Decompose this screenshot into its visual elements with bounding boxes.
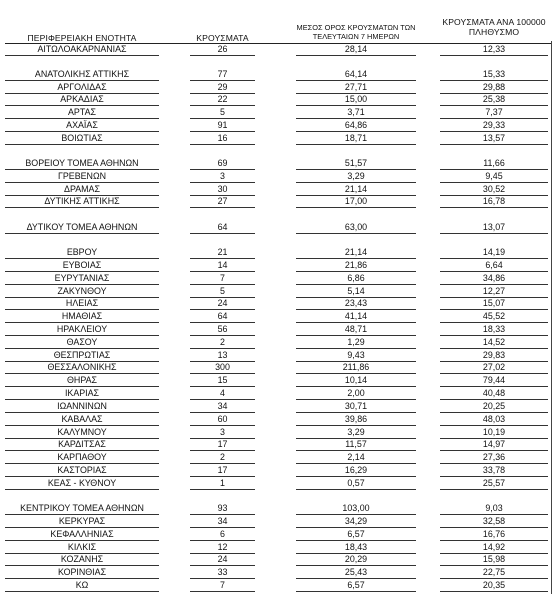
- cases-cell: 91: [217, 120, 228, 130]
- avg-cell: 27,71: [344, 82, 368, 92]
- table-row: [0, 81, 556, 93]
- row-underline: [440, 233, 548, 234]
- per100k-cell: 16,76: [482, 529, 506, 539]
- region-cell: ΒΟΙΩΤΙΑΣ: [61, 133, 103, 143]
- avg-cell: 21,14: [344, 247, 368, 257]
- table-row: [0, 451, 556, 463]
- column-header-avg: [286, 23, 426, 41]
- region-cell: ΔΥΤΙΚΟΥ ΤΟΜΕΑ ΑΘΗΝΩΝ: [26, 222, 138, 232]
- avg-cell: 48,71: [344, 324, 368, 334]
- cases-cell: 3: [220, 427, 225, 437]
- column-header-per100k-line2: ΠΛΗΘΥΣΜΟ: [468, 27, 520, 37]
- avg-cell: 21,14: [344, 184, 368, 194]
- row-underline: [440, 207, 548, 208]
- region-cell: ΚΑΡΠΑΘΟΥ: [57, 452, 107, 462]
- row-underline: [190, 144, 255, 145]
- per100k-cell: 10,19: [482, 427, 506, 437]
- cases-cell: 29: [217, 82, 228, 92]
- row-underline: [296, 489, 416, 490]
- table-row: [0, 528, 556, 540]
- table-row: [0, 272, 556, 284]
- table-row: [0, 93, 556, 105]
- table-row: [0, 541, 556, 553]
- region-cell: ΚΕΦΑΛΛΗΝΙΑΣ: [50, 529, 114, 539]
- avg-cell: 3,71: [347, 107, 365, 117]
- cases-cell: 3: [220, 171, 225, 181]
- cases-cell: 17: [217, 465, 228, 475]
- table-row: [0, 400, 556, 412]
- per100k-cell: 29,83: [482, 350, 506, 360]
- avg-cell: 23,43: [344, 298, 368, 308]
- per100k-cell: 14,92: [482, 542, 506, 552]
- per100k-cell: 79,44: [482, 375, 506, 385]
- per100k-cell: 33,78: [482, 465, 506, 475]
- avg-cell: 6,86: [347, 273, 365, 283]
- table-row: [0, 336, 556, 348]
- cases-cell: 77: [217, 69, 228, 79]
- region-cell: ΒΟΡΕΙΟΥ ΤΟΜΕΑ ΑΘΗΝΩΝ: [25, 158, 139, 168]
- region-cell: ΚΙΛΚΙΣ: [67, 542, 97, 552]
- avg-cell: 103,00: [342, 503, 370, 513]
- row-underline: [5, 55, 159, 56]
- per100k-cell: 29,33: [482, 120, 506, 130]
- cases-cell: 27: [217, 196, 228, 206]
- region-cell: ΔΥΤΙΚΗΣ ΑΤΤΙΚΗΣ: [44, 196, 120, 206]
- column-header-region: ΠΕΡΙΦΕΡΕΙΑΚΗ ΕΝΟΤΗΤΑ: [27, 33, 137, 43]
- region-cell: ΘΑΣΟΥ: [66, 337, 98, 347]
- avg-cell: 18,43: [344, 542, 368, 552]
- cases-cell: 1: [220, 478, 225, 488]
- region-cell: ΙΩΑΝΝΙΝΩΝ: [57, 401, 107, 411]
- table-row: [0, 515, 556, 527]
- per100k-cell: 27,36: [482, 452, 506, 462]
- per100k-cell: 14,52: [482, 337, 506, 347]
- column-header-cases: ΚΡΟΥΣΜΑΤΑ: [196, 33, 249, 43]
- avg-cell: 10,14: [344, 375, 368, 385]
- cases-cell: 12: [217, 542, 228, 552]
- cases-cell: 5: [220, 107, 225, 117]
- avg-cell: 1,29: [347, 337, 365, 347]
- avg-cell: 6,57: [347, 580, 365, 590]
- row-underline: [5, 591, 159, 592]
- region-cell: ΚΑΒΑΛΑΣ: [61, 414, 103, 424]
- row-underline: [190, 55, 255, 56]
- cases-cell: 34: [217, 401, 228, 411]
- avg-cell: 16,29: [344, 465, 368, 475]
- cases-cell: 93: [217, 503, 228, 513]
- cases-cell: 2: [220, 452, 225, 462]
- row-underline: [440, 144, 548, 145]
- region-cell: ΘΕΣΣΑΛΟΝΙΚΗΣ: [47, 362, 117, 372]
- table-row: [0, 183, 556, 195]
- region-cell: ΕΥΒΟΙΑΣ: [62, 260, 102, 270]
- table-row: [0, 119, 556, 131]
- per100k-cell: 22,75: [482, 567, 506, 577]
- avg-cell: 5,14: [347, 286, 365, 296]
- per100k-cell: 20,35: [482, 580, 506, 590]
- avg-cell: 211,86: [342, 362, 370, 372]
- cases-cell: 21: [217, 247, 228, 257]
- table-row: [0, 43, 556, 55]
- per100k-cell: 14,97: [482, 439, 506, 449]
- region-cell: ΗΡΑΚΛΕΙΟΥ: [56, 324, 108, 334]
- table-row: [0, 566, 556, 578]
- per100k-cell: 15,07: [482, 298, 506, 308]
- cases-cell: 30: [217, 184, 228, 194]
- cases-cell: 7: [220, 580, 225, 590]
- avg-cell: 9,43: [347, 350, 365, 360]
- avg-cell: 17,00: [344, 196, 368, 206]
- cases-cell: 34: [217, 516, 228, 526]
- region-cell: ΚΑΛΥΜΝΟΥ: [57, 427, 107, 437]
- table-row: [0, 195, 556, 207]
- table-row: [0, 323, 556, 335]
- table-row: [0, 579, 556, 591]
- region-cell: ΕΒΡΟΥ: [66, 247, 98, 257]
- region-cell: ΕΥΡΥΤΑΝΙΑΣ: [54, 273, 110, 283]
- avg-cell: 64,86: [344, 120, 368, 130]
- region-cell: ΚΑΡΔΙΤΣΑΣ: [58, 439, 106, 449]
- avg-cell: 64,14: [344, 69, 368, 79]
- cases-cell: 24: [217, 298, 228, 308]
- per100k-cell: 34,86: [482, 273, 506, 283]
- per100k-cell: 12,27: [482, 286, 506, 296]
- table-row: [0, 106, 556, 118]
- table-row: [0, 68, 556, 80]
- region-cell: ΗΛΕΙΑΣ: [65, 298, 99, 308]
- table-row: [0, 157, 556, 169]
- region-cell: ΘΕΣΠΡΩΤΙΑΣ: [53, 350, 111, 360]
- per100k-cell: 11,66: [483, 158, 505, 168]
- cases-cell: 300: [215, 362, 230, 372]
- table-row: [0, 502, 556, 514]
- table-row: [0, 170, 556, 182]
- avg-cell: 6,57: [347, 529, 365, 539]
- row-underline: [190, 591, 255, 592]
- avg-cell: 0,57: [347, 478, 365, 488]
- region-cell: ΚΕΑΣ - ΚΥΘΝΟΥ: [47, 478, 117, 488]
- region-cell: ΚΩ: [75, 580, 89, 590]
- region-cell: ΙΚΑΡΙΑΣ: [64, 388, 100, 398]
- cases-cell: 13: [217, 350, 228, 360]
- per100k-cell: 15,98: [482, 554, 506, 564]
- table-row: [0, 413, 556, 425]
- region-cell: ΑΡΓΟΛΙΔΑΣ: [57, 82, 107, 92]
- per100k-cell: 6,64: [485, 260, 503, 270]
- table-row: [0, 438, 556, 450]
- per100k-cell: 16,78: [482, 196, 506, 206]
- per100k-cell: 15,33: [482, 69, 506, 79]
- region-cell: ΑΧΑΪΑΣ: [66, 120, 98, 130]
- per100k-cell: 20,25: [482, 401, 506, 411]
- avg-cell: 3,29: [347, 427, 365, 437]
- table-row: [0, 374, 556, 386]
- row-underline: [296, 55, 416, 56]
- per100k-cell: 13,07: [482, 222, 506, 232]
- row-underline: [296, 233, 416, 234]
- row-underline: [190, 233, 255, 234]
- row-underline: [5, 207, 159, 208]
- row-underline: [190, 489, 255, 490]
- region-cell: ΘΗΡΑΣ: [67, 375, 97, 385]
- column-header-avg-line1: ΜΕΣΟΣ ΟΡΟΣ ΚΡΟΥΣΜΑΤΩΝ ΤΩΝ: [296, 23, 416, 32]
- cases-cell: 15: [217, 375, 228, 385]
- region-cell: ΓΡΕΒΕΝΩΝ: [57, 171, 107, 181]
- row-underline: [296, 144, 416, 145]
- cases-cell: 24: [217, 554, 228, 564]
- cases-cell: 69: [217, 158, 228, 168]
- cases-cell: 6: [220, 529, 225, 539]
- region-cell: ΔΡΑΜΑΣ: [64, 184, 100, 194]
- per100k-cell: 32,58: [482, 516, 506, 526]
- per100k-cell: 7,37: [485, 107, 503, 117]
- cases-cell: 64: [217, 311, 228, 321]
- per100k-cell: 9,45: [485, 171, 503, 181]
- per100k-cell: 30,52: [482, 184, 506, 194]
- region-cell: ΚΕΝΤΡΙΚΟΥ ΤΟΜΕΑ ΑΘΗΝΩΝ: [20, 503, 144, 513]
- avg-cell: 11,57: [345, 439, 367, 449]
- per100k-cell: 18,33: [482, 324, 506, 334]
- table-row: [0, 361, 556, 373]
- avg-cell: 28,14: [344, 44, 368, 54]
- row-underline: [440, 591, 548, 592]
- region-cell: ΑΡΤΑΣ: [67, 107, 96, 117]
- region-cell: ΚΕΡΚΥΡΑΣ: [58, 516, 106, 526]
- region-cell: ΑΙΤΩΛΟΑΚΑΡΝΑΝΙΑΣ: [37, 44, 127, 54]
- per100k-cell: 29,88: [482, 82, 506, 92]
- row-underline: [440, 55, 548, 56]
- cases-cell: 22: [217, 94, 228, 104]
- region-cell: ΗΜΑΘΙΑΣ: [61, 311, 103, 321]
- region-cell: ΖΑΚΥΝΘΟΥ: [57, 286, 107, 296]
- cases-cell: 14: [217, 260, 228, 270]
- table-row: [0, 387, 556, 399]
- region-cell: ΚΑΣΤΟΡΙΑΣ: [57, 465, 107, 475]
- region-cell: ΑΡΚΑΔΙΑΣ: [60, 94, 104, 104]
- row-underline: [5, 489, 159, 490]
- table-row: [0, 297, 556, 309]
- region-cell: ΑΝΑΤΟΛΙΚΗΣ ΑΤΤΙΚΗΣ: [34, 69, 130, 79]
- table-row: [0, 310, 556, 322]
- table-row: [0, 221, 556, 233]
- avg-cell: 20,29: [344, 554, 368, 564]
- region-cell: ΚΟΡΙΝΘΙΑΣ: [57, 567, 107, 577]
- region-cell: ΚΟΖΑΝΗΣ: [60, 554, 104, 564]
- per100k-cell: 13,57: [482, 133, 506, 143]
- row-underline: [296, 207, 416, 208]
- row-underline: [190, 207, 255, 208]
- column-header-avg-line2: ΤΕΛΕΥΤΑΙΩΝ 7 ΗΜΕΡΩΝ: [312, 32, 400, 41]
- avg-cell: 2,00: [347, 388, 365, 398]
- column-header-per100k: [430, 17, 556, 37]
- per100k-cell: 27,02: [482, 362, 506, 372]
- row-underline: [5, 144, 159, 145]
- table-row: [0, 285, 556, 297]
- table-row: [0, 246, 556, 258]
- cases-cell: 33: [217, 567, 228, 577]
- cases-cell: 17: [217, 439, 228, 449]
- cases-cell: 16: [217, 133, 228, 143]
- avg-cell: 39,86: [344, 414, 368, 424]
- per100k-cell: 48,03: [482, 414, 506, 424]
- per100k-cell: 45,52: [482, 311, 506, 321]
- per100k-cell: 25,57: [482, 478, 506, 488]
- avg-cell: 34,29: [344, 516, 368, 526]
- avg-cell: 25,43: [344, 567, 368, 577]
- per100k-cell: 25,38: [482, 94, 506, 104]
- table-row: [0, 477, 556, 489]
- avg-cell: 51,57: [344, 158, 368, 168]
- row-underline: [440, 489, 548, 490]
- table-row: [0, 553, 556, 565]
- avg-cell: 18,71: [344, 133, 368, 143]
- table-row: [0, 464, 556, 476]
- per100k-cell: 9,03: [485, 503, 503, 513]
- avg-cell: 63,00: [344, 222, 368, 232]
- table-row: [0, 259, 556, 271]
- avg-cell: 30,71: [344, 401, 368, 411]
- row-underline: [296, 591, 416, 592]
- cases-cell: 4: [220, 388, 225, 398]
- cases-cell: 64: [217, 222, 228, 232]
- per100k-cell: 40,48: [482, 388, 506, 398]
- cases-cell: 56: [217, 324, 228, 334]
- cases-cell: 5: [220, 286, 225, 296]
- avg-cell: 41,14: [344, 311, 368, 321]
- cases-cell: 2: [220, 337, 225, 347]
- per100k-cell: 12,33: [482, 44, 506, 54]
- cases-cell: 60: [217, 414, 228, 424]
- avg-cell: 21,86: [344, 260, 368, 270]
- table-row: [0, 132, 556, 144]
- cases-cell: 7: [220, 273, 225, 283]
- avg-cell: 15,00: [344, 94, 368, 104]
- avg-cell: 2,14: [347, 452, 365, 462]
- column-header-per100k-line1: ΚΡΟΥΣΜΑΤΑ ΑΝΑ 100000: [442, 17, 546, 27]
- avg-cell: 3,29: [347, 171, 365, 181]
- per100k-cell: 14,19: [482, 247, 506, 257]
- table-row: [0, 426, 556, 438]
- table-row: [0, 349, 556, 361]
- row-underline: [5, 233, 159, 234]
- cases-cell: 26: [217, 44, 228, 54]
